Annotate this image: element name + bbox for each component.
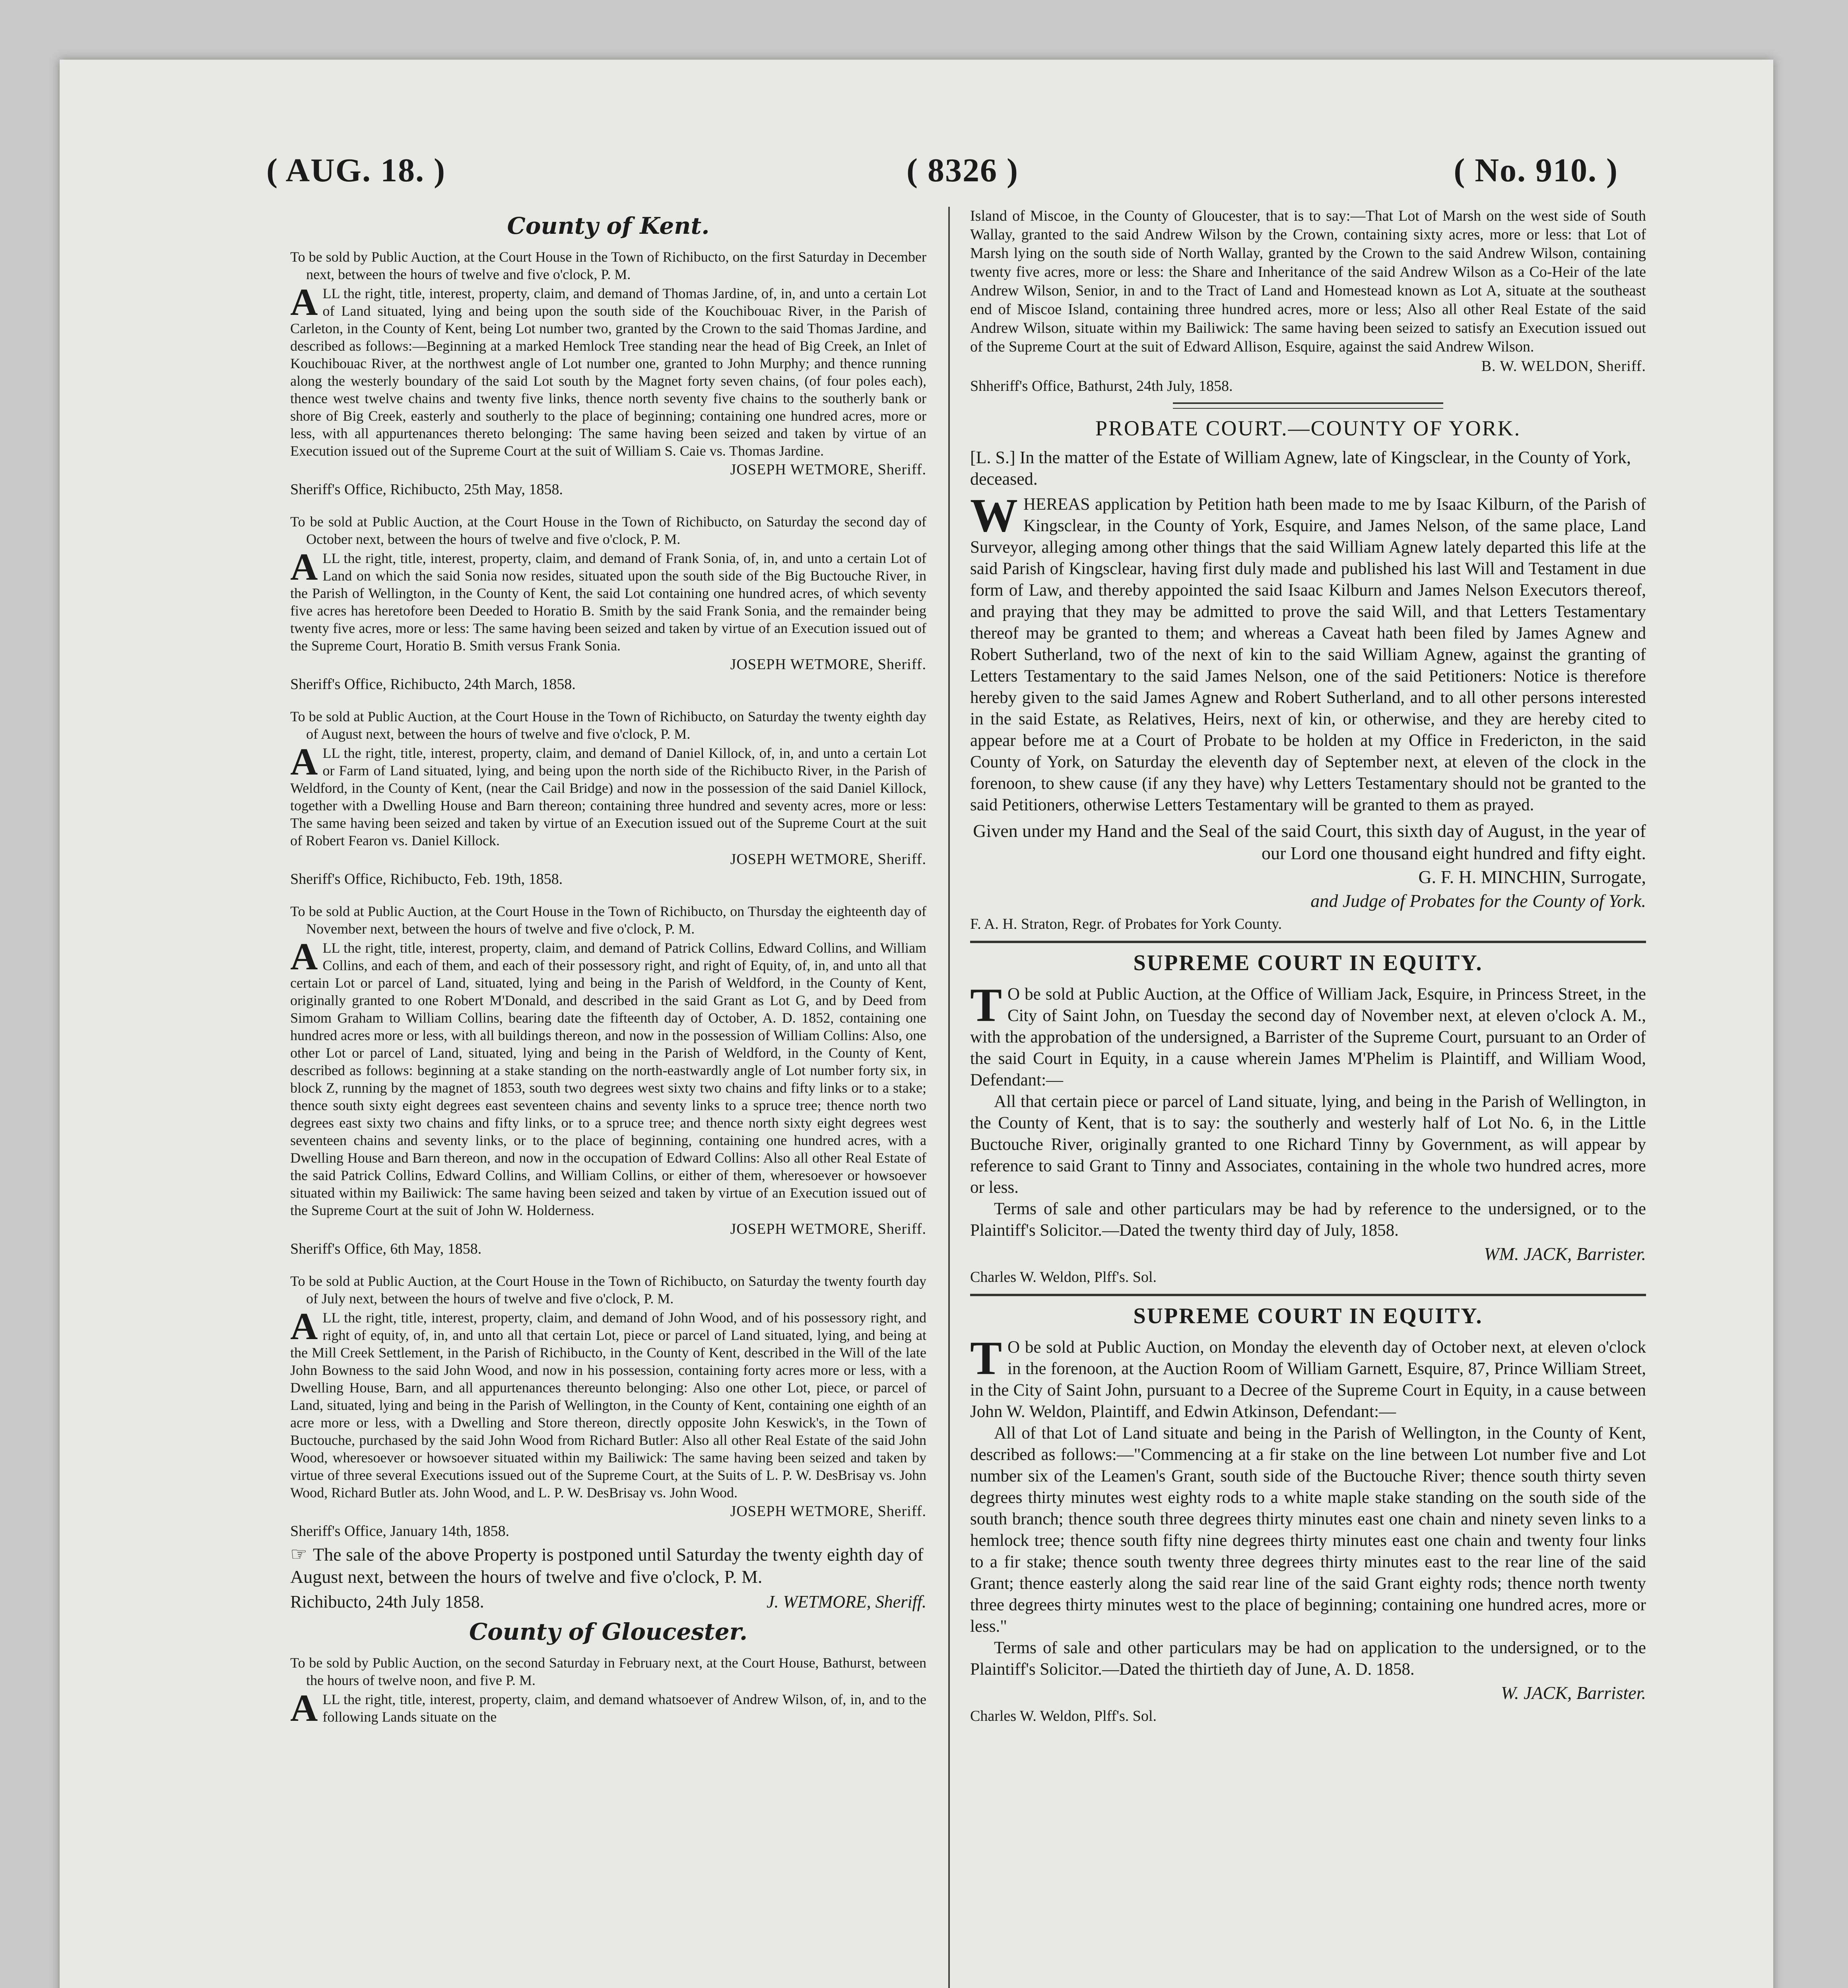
probate-body (970, 489, 1646, 816)
drop-cap: A (290, 740, 318, 783)
drop-cap: A (290, 1687, 318, 1729)
postponement-text: The sale of the above Property is postponed until Saturday the twenty eighth day of August next, between the hours of twelve and five o'clock, P. M. (290, 1544, 924, 1587)
barrister-signature: WM. JACK, Barrister. (1484, 1244, 1646, 1264)
seal-mark: [L. S.] (970, 448, 1015, 467)
issue-number: ( No. 910. ) (1454, 152, 1618, 189)
surrogate-title: and Judge of Probates for the County of York. (1310, 891, 1646, 911)
notice-lead: To be sold at Public Auction, at the Court House in the Town of Richibucto, on Saturday the twenty fourth day of July next, between the hours of twelve and five o'clock, P. M. (290, 1273, 926, 1307)
notice-sonia (290, 513, 926, 693)
sheriff-signature: B. W. WELDON, Sheriff. (1481, 358, 1646, 375)
barrister-signature: W. JACK, Barrister. (1501, 1683, 1646, 1703)
supreme-court-notice-1 (970, 950, 1646, 1287)
notice-killock (290, 708, 926, 888)
notice-text: LL the right, title, interest, property, claim, and demand whatsoever of Andrew Wilson, of, in, and to the following Lands situate on the (322, 1691, 926, 1725)
solicitor-line: Charles W. Weldon, Plff's. Sol. (970, 1708, 1157, 1724)
section-rule (970, 941, 1646, 943)
page-header (266, 151, 1618, 199)
probate-matter-text: In the matter of the Estate of William Agnew, late of Kingsclear, in the County of York, deceased. (970, 448, 1631, 489)
notice-wilson-continued (970, 207, 1646, 395)
notice-body (290, 281, 926, 460)
issue-date: ( AUG. 18. ) (266, 152, 446, 189)
notice-text: All that certain piece or parcel of Land situate, lying, and being in the Parish of Wellington, in the County of Kent, that is to say: the southerly and westerly half of Lot No. 6, in the Little Buctouche River, originally granted to one Richard Tinny by Government, as will appear by reference to said Grant to Tinny and Associates, containing in the whole two hundred acres, more or less. (970, 1092, 1646, 1197)
sheriff-signature: JOSEPH WETMORE, Sheriff. (730, 1503, 926, 1520)
postponement-signature: J. WETMORE, Sheriff. (766, 1592, 926, 1611)
notice-text: O be sold at Public Auction, at the Office of William Jack, Esquire, in Princess Street, in the City of Saint John, on Tuesday the second day of November next, at eleven o'clock A. M., with the approbation of the undersigned, a Barrister of the Supreme Court, pursuant to an Order of the said Court in Equity, in a cause wherein James M'Phelim is Plaintiff, and William Wood, Defendant:— (970, 985, 1646, 1089)
postponement-place-date: Richibucto, 24th July 1858. (290, 1592, 484, 1611)
column-divider (948, 207, 950, 1988)
sheriff-office-date: Sheriff's Office, Richibucto, 25th May, 1858. (290, 481, 563, 498)
notice-body (290, 1687, 926, 1729)
county-of-gloucester-heading: County of Gloucester. (469, 1618, 748, 1645)
notice-body (290, 935, 926, 1219)
supreme-court-heading: SUPREME COURT IN EQUITY. (1133, 1304, 1483, 1328)
notice-lead: To be sold by Public Auction, at the Court House in the Town of Richibucto, on the first Saturday in December next, between the hours of twelve and five o'clock, P. M. (290, 249, 926, 282)
surrogate-signature: G. F. H. MINCHIN, Surrogate, (1418, 867, 1646, 887)
notice-text: LL the right, title, interest, property, claim, and demand of Frank Sonia, of, in, and unto a certain Lot of Land on which the said Sonia now resides, situated upon the south side of the Big Buctouche River, in the Parish of Wellington, in the County of Kent, the said Lot containing one hundred acres, of which seventy five acres has heretofore been Deeded to Horatio B. Smith by the said Frank Sonia, and the remainder being twenty five acres, more or less: The same having been seized and taken by virtue of an Execution issued out of the Supreme Court, Horatio B. Smith versus Frank Sonia. (290, 550, 926, 654)
drop-cap: T (970, 978, 1002, 1031)
sheriff-signature: JOSEPH WETMORE, Sheriff. (730, 656, 926, 673)
notice-collins (290, 903, 926, 1258)
notice-text: LL the right, title, interest, property, claim, and demand of Thomas Jardine, of, in, and unto a certain Lot of Land situated, lying and being upon the south side of the Kouchibouac River, in the Parish of Carleton, in the County of Kent, being Lot number two, granted by the Crown to the said Thomas Jardine, and described as follows:—Beginning at a marked Hemlock Tree standing near the head of Big Creek, an Inlet of Kouchibouac River, at the northwest angle of Lot number one, granted to John Murphy; and thence running along the westerly boundary of the said Lot south by the Magnet forty seven chains, (of four poles each), thence west twelve chains and twenty five links, thence north seventy five chains to the southerly bank or shore of Big Creek, easterly and southerly to the place of beginning; containing one hundred acres, more or less, with all appurtenances thereto belonging: The same having been seized and taken by virtue of an Execution issued out of the Supreme Court at the suit of William S. Caie vs. Thomas Jardine. (290, 285, 926, 459)
probate-notice (970, 416, 1646, 934)
notice-jardine (290, 248, 926, 499)
sheriff-signature: JOSEPH WETMORE, Sheriff. (730, 1221, 926, 1237)
sheriff-office-date: Shheriff's Office, Bathurst, 24th July, 1858. (970, 378, 1233, 394)
probate-given: Given under my Hand and the Seal of the said Court, this sixth day of August, in the year of our Lord one thousand eight hundred and fifty eight. (973, 821, 1646, 863)
section-rule (970, 1294, 1646, 1296)
notice-body (970, 1332, 1646, 1423)
drop-cap: T (970, 1332, 1002, 1384)
probate-registrar: F. A. H. Straton, Regr. of Probates for York County. (970, 916, 1282, 932)
supreme-court-notice-2 (970, 1303, 1646, 1726)
drop-cap: A (290, 546, 318, 588)
postponement-notice (290, 1543, 926, 1588)
notice-text: LL the right, title, interest, property, claim, and demand of Daniel Killock, of, in, and unto a certain Lot or Farm of Land situated, lying, and being upon the north side of the Richibucto River, in the Parish of Weldford, in the County of Kent, (near the Cail Bridge) and now in the possession of the said Daniel Killock, together with a Dwelling House and Barn thereon; containing three hundred and seventy acres, more or less: The same having been seized and taken by virtue of an Execution issued out of the Supreme Court at the suit of Robert Fearon vs. Daniel Killock. (290, 745, 926, 848)
notice-text: O be sold at Public Auction, on Monday the eleventh day of October next, at eleven o'clock in the forenoon, at the Auction Room of William Garnett, Esquire, 87, Prince William Street, in the City of Saint John, pursuant to a Decree of the Supreme Court in Equity, in a cause between John W. Weldon, Plaintiff, and Edwin Atkinson, Defendant:— (970, 1338, 1646, 1421)
drop-cap: A (290, 935, 318, 978)
sheriff-signature: JOSEPH WETMORE, Sheriff. (730, 851, 926, 868)
right-column (970, 207, 1646, 1728)
page-number: ( 8326 ) (907, 152, 1019, 189)
sheriff-signature: JOSEPH WETMORE, Sheriff. (730, 461, 926, 478)
notice-lead: To be sold at Public Auction, at the Court House in the Town of Richibucto, on Thursday the eighteenth day of November next, between the hours of twelve and five o'clock, P. M. (290, 903, 926, 937)
drop-cap: A (290, 1305, 318, 1347)
probate-heading: PROBATE COURT.—COUNTY OF YORK. (1095, 416, 1521, 440)
sheriff-office-date: Sheriff's Office, 6th May, 1858. (290, 1241, 482, 1257)
drop-cap: W (970, 489, 1018, 542)
supreme-court-heading: SUPREME COURT IN EQUITY. (1133, 951, 1483, 975)
notice-text: LL the right, title, interest, property, claim, and demand of John Wood, and of his possessory right, and right of equity, of, in, and unto all that certain Lot, piece or parcel of Land situated, lying, and being at the Mill Creek Settlement, in the Parish of Richibucto, in the County of Kent, described in the Will of the late John Bowness to the said John Wood, and now in his possession, containing forty acres more or less, with a Dwelling House, Barn, and all appurtenances thereunto belonging: Also one other Lot, piece, or parcel of Land, situated, lying and being in the Parish of Wellington, in the County of Kent, containing one eighth of an acre more or less, with a Dwelling and Store thereon, directly opposite John Keswick's, in the Town of Buctouche, purchased by the said John Wood from Richard Butler: Also all other Real Estate of the said John Wood, wheresoever or howsoever situated within my Bailiwick: The same having been seized and taken by virtue of three several Executions issued out of the Supreme Court, at the Suits of L. P. W. DesBrisay vs. John Wood, Richard Butler ats. John Wood, and L. P. W. DesBrisay vs. John Wood. (290, 1310, 926, 1501)
notice-body (290, 740, 926, 849)
notice-body (970, 978, 1646, 1091)
pointing-hand-icon: ☞ (290, 1544, 308, 1565)
notice-wilson (290, 1654, 926, 1729)
notice-lead: To be sold at Public Auction, at the Court House in the Town of Richibucto, on Saturday the twenty eighth day of August next, between the hours of twelve and five o'clock, P. M. (290, 709, 926, 742)
solicitor-line: Charles W. Weldon, Plff's. Sol. (970, 1269, 1157, 1285)
postponement-signoff (290, 1591, 926, 1613)
notice-body (290, 1305, 926, 1501)
ornamental-rule (1173, 402, 1443, 409)
notice-text: Terms of sale and other particulars may be had by reference to the undersigned, or to the Plaintiff's Solicitor.—Dated the twenty third day of July, 1858. (970, 1200, 1646, 1240)
notice-lead: To be sold by Public Auction, on the second Saturday in February next, at the Court House, Bathurst, between the hours of twelve noon, and five P. M. (290, 1655, 926, 1688)
drop-cap: A (290, 281, 318, 323)
notice-wood (290, 1272, 926, 1540)
notice-text: Terms of sale and other particulars may be had on application to the undersigned, or to the Plaintiff's Solicitor.—Dated the thirtieth day of June, A. D. 1858. (970, 1639, 1646, 1679)
probate-matter (970, 447, 1646, 490)
left-column (290, 207, 926, 1729)
notice-lead: To be sold at Public Auction, at the Court House in the Town of Richibucto, on Saturday the second day of October next, between the hours of twelve and five o'clock, P. M. (290, 514, 926, 547)
notice-text: Island of Miscoe, in the County of Gloucester, that is to say:—That Lot of Marsh on the west side of South Wallay, granted to the said Andrew Wilson by the Crown, containing sixty acres, more or less: that Lot of Marsh lying on the south side of North Wallay, granted by the Crown to the said Andrew Wilson, containing twenty five acres, more or less: the Share and Inheritance of the said Andrew Wilson as a Co-Heir of the late Andrew Wilson, Senior, in and to the Tract of Land and Homestead known as Lot A, situate at the southeast end of Miscoe Island, containing three hundred acres, more or less; Also all other Real Estate of the said Andrew Wilson, situate within my Bailiwick: The same having been seized to satisfy an Execution issued out of the Supreme Court at the suit of Edward Allison, Esquire, against the said Andrew Wilson. (970, 208, 1646, 355)
sheriff-office-date: Sheriff's Office, January 14th, 1858. (290, 1523, 510, 1540)
notice-text: LL the right, title, interest, property, claim, and demand of Patrick Collins, Edward Collins, and William Collins, and each of them, and each of their possessory right, and right of Equity, of, in, and unto all that certain Lot or parcel of Land, situated, lying and being in the Parish of Weldford, in the County of Kent, originally granted to one Robert M'Donald, and described in the said Grant as Lot G, and by Deed from Simom Graham to William Collins, bearing date the fifteenth day of October, A. D. 1852, containing one hundred acres more or less, with all buildings thereon, and now in the possession of William Collins: Also, one other Lot or parcel of Land, situated, lying and being in the Parish of Weldford, in the County of Kent, described as follows: beginning at a stake standing on the north-eastwardly angle of Lot number forty six, in block Z, running by the magnet of 1853, south two degrees west sixty two chains and fifty links or to a stake; thence south sixty eight degrees east seventeen chains and seventy links to a spruce tree; thence north two degrees east sixty two chains and fifty links, or to a spruce tree; and thence north sixty eight degrees west seventeen chains and seventy links, or to the place of beginning, containing one hundred acres, with a Dwelling House and Barn thereon, and now in the occupation of Edward Collins: Also all other Real Estate of the said Patrick Collins, Edward Collins, and William Collins, or either of them, wheresoever or howsoever situated within my Bailiwick: The same having been seized and taken by virtue of an Execution issued out of the Supreme Court at the suit of John W. Holderness. (290, 940, 926, 1218)
county-of-kent-heading: County of Kent. (507, 212, 710, 239)
probate-text: HEREAS application by Petition hath been made to me by Isaac Kilburn, of the Parish of Kingsclear, in the County of York, Esquire, and James Nelson, of the same place, Land Surveyor, alleging among other things that the said William Agnew lately departed this life at the said Parish of Kingsclear, having first duly made and published his last Will and Testament in due form of Law, and thereby appointed the said Isaac Kilburn and James Nelson Executors thereof, and praying that they may be admitted to prove the said Will, and that Letters Testamentary thereof may be granted to them; and whereas a Caveat hath been filed by James Agnew and Robert Sutherland, two of the next of kin to the said William Agnew, against the granting of Letters Testamentary to the said James Nelson, one of the said Petitioners: Notice is therefore hereby given to the said James Agnew and Robert Sutherland, and to all other persons interested in the said Estate, as Relatives, Heirs, next of kin, or otherwise, and they are hereby cited to appear before me at a Court of Probate to be holden at my Office in Fredericton, in the said County of York, on Saturday the eleventh day of September next, at eleven of the clock in the forenoon, to shew cause (if any they have) why Letters Testamentary should not be granted to the said Petitioners, otherwise Letters Testamentary will be granted to them as prayed. (970, 495, 1646, 814)
sheriff-office-date: Sheriff's Office, Richibucto, 24th March, 1858. (290, 676, 576, 693)
sheriff-office-date: Sheriff's Office, Richibucto, Feb. 19th, 1858. (290, 871, 563, 887)
notice-body (290, 546, 926, 654)
notice-text: All of that Lot of Land situate and being in the Parish of Wellington, in the County of Kent, described as follows:—"Commencing at a fir stake on the line between Lot number five and Lot number six of the Leamen's Grant, south side of the Buctouche River; thence south thirty seven degrees thirty minutes west eighty rods to a white maple stake standing on the south side of the south branch; thence south three degrees thirty minutes east one chain and ninety seven links to a hemlock tree; thence south fifty nine degrees thirty minutes east one chain and twenty four links to a fir stake; thence south twenty three degrees thirty minutes east to the rear line of the said Grant; thence easterly along the said rear line of the said Grant eighty rods; thence north twenty three degrees thirty minutes west to the place of beginning; containing one hundred acres, more or less." (970, 1424, 1646, 1636)
